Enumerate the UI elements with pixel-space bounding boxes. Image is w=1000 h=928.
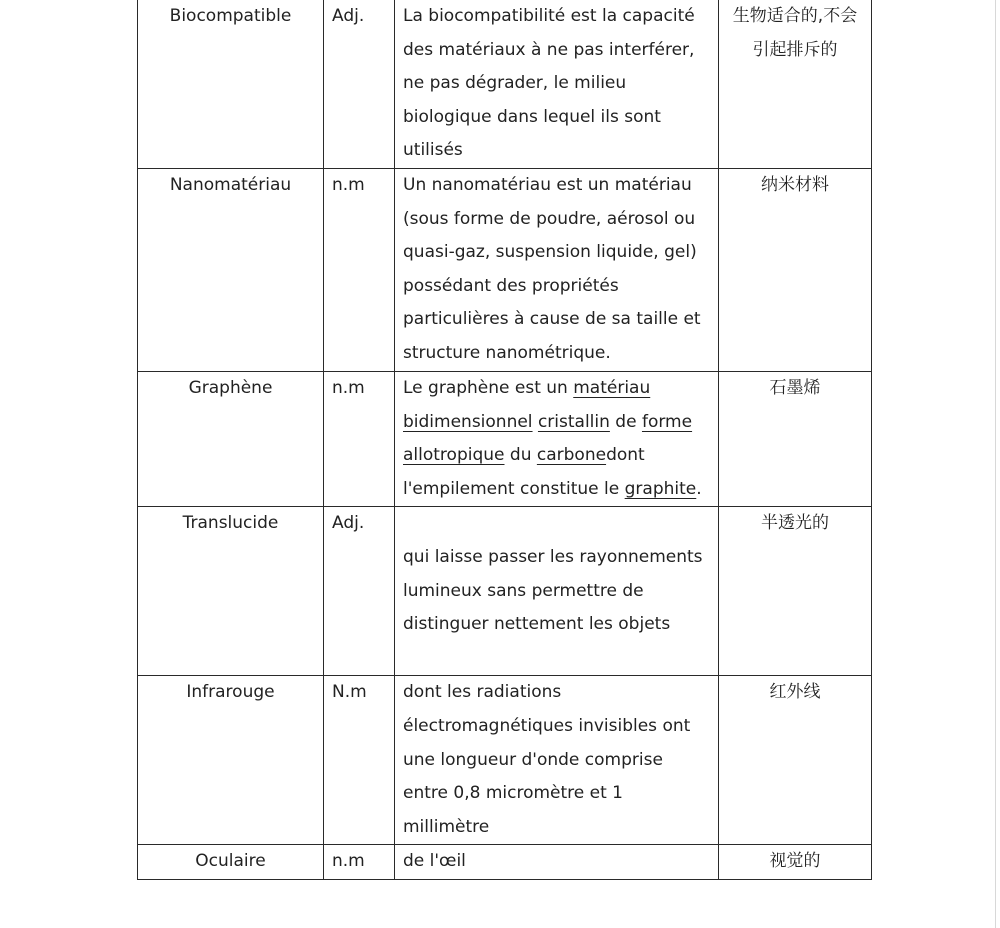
term-text: Nanomatériau [169,174,292,195]
part-of-speech-cell [324,507,395,676]
part-of-speech-text: N.m [332,682,367,703]
definition-text: La biocompatibilité est la capacité des matériaux à ne pas interférer, ne pas dégrader, le milieu biologique dans lequel ils sont utilisés [403,6,695,161]
definition-cell [395,371,719,506]
link-materiau-bidimensionnel[interactable]: matériau bidimensionnel [403,377,651,432]
term-cell [138,371,324,506]
definition-text: Un nanomatériau est un matériau (sous forme de poudre, aérosol ou quasi-gaz, suspension liquide, gel) possédant des propriétés particulières à cause de sa taille et structure nanométrique. [403,174,701,363]
term-cell [138,168,324,371]
definition-cell [395,0,719,168]
part-of-speech-cell [324,845,395,880]
definition-text [403,378,702,499]
link-graphite[interactable]: graphite [624,478,697,499]
term-cell [138,507,324,676]
chinese-translation-cell [719,0,872,168]
definition-cell [395,507,719,676]
term-text: Oculaire [195,851,266,872]
definition-text: de l'œil [403,851,466,872]
table-row [138,507,872,676]
link-cristallin[interactable]: cristallin [537,411,610,432]
chinese-translation-cell [719,168,872,371]
term-cell [138,676,324,845]
term-text: Translucide [182,513,279,534]
definition-cell [395,845,719,880]
table-row [138,371,872,506]
part-of-speech-text: Adj. [332,6,365,26]
link-forme-allotropique[interactable]: forme allotropique [403,411,693,466]
table-row [138,676,872,845]
definition-segment: de [609,411,642,432]
chinese-translation-cell [719,371,872,506]
part-of-speech-cell [324,676,395,845]
definition-segment: Le graphène est un [403,377,574,398]
chinese-translation-text: 生物适合的,不会引起排斥的 [732,6,858,60]
table-row [138,845,872,880]
table-row [138,0,872,168]
definition-segment: dont l'empilement constitue le [403,445,645,499]
chinese-translation-text: 红外线 [769,682,821,703]
part-of-speech-text: n.m [332,174,365,195]
chinese-translation-cell [719,507,872,676]
part-of-speech-cell [324,371,395,506]
glossary-table [137,0,872,880]
definition-segment: du [504,445,537,466]
part-of-speech-cell [324,168,395,371]
definition-cell [395,168,719,371]
chinese-translation-text: 视觉的 [769,851,821,872]
chinese-translation-text: 石墨烯 [769,377,821,398]
part-of-speech-cell [324,0,395,168]
definition-segment: . [696,478,702,499]
term-text: Graphène [188,377,273,398]
page-edge-divider [995,0,996,928]
definition-text: dont les radiations électromagnétiques invisibles ont une longueur d'onde comprise entre 0,8 micromètre et 1 millimètre [403,682,691,837]
link-carbone[interactable]: carbone [536,445,607,466]
chinese-translation-text: 半透光的 [761,513,829,534]
definition-cell [395,676,719,845]
chinese-translation-cell [719,676,872,845]
term-cell [138,0,324,168]
term-text: Biocompatible [169,6,292,26]
part-of-speech-text: n.m [332,377,365,398]
blank-line [403,507,710,541]
definition-text: qui laisse passer les rayonnements lumineux sans permettre de distinguer nettement les objets [403,546,703,635]
term-cell [138,845,324,880]
chinese-translation-text: 纳米材料 [761,174,829,195]
part-of-speech-text: Adj. [332,513,365,534]
part-of-speech-text: n.m [332,851,365,872]
chinese-translation-cell [719,845,872,880]
term-text: Infrarouge [186,682,275,703]
table-row [138,168,872,371]
